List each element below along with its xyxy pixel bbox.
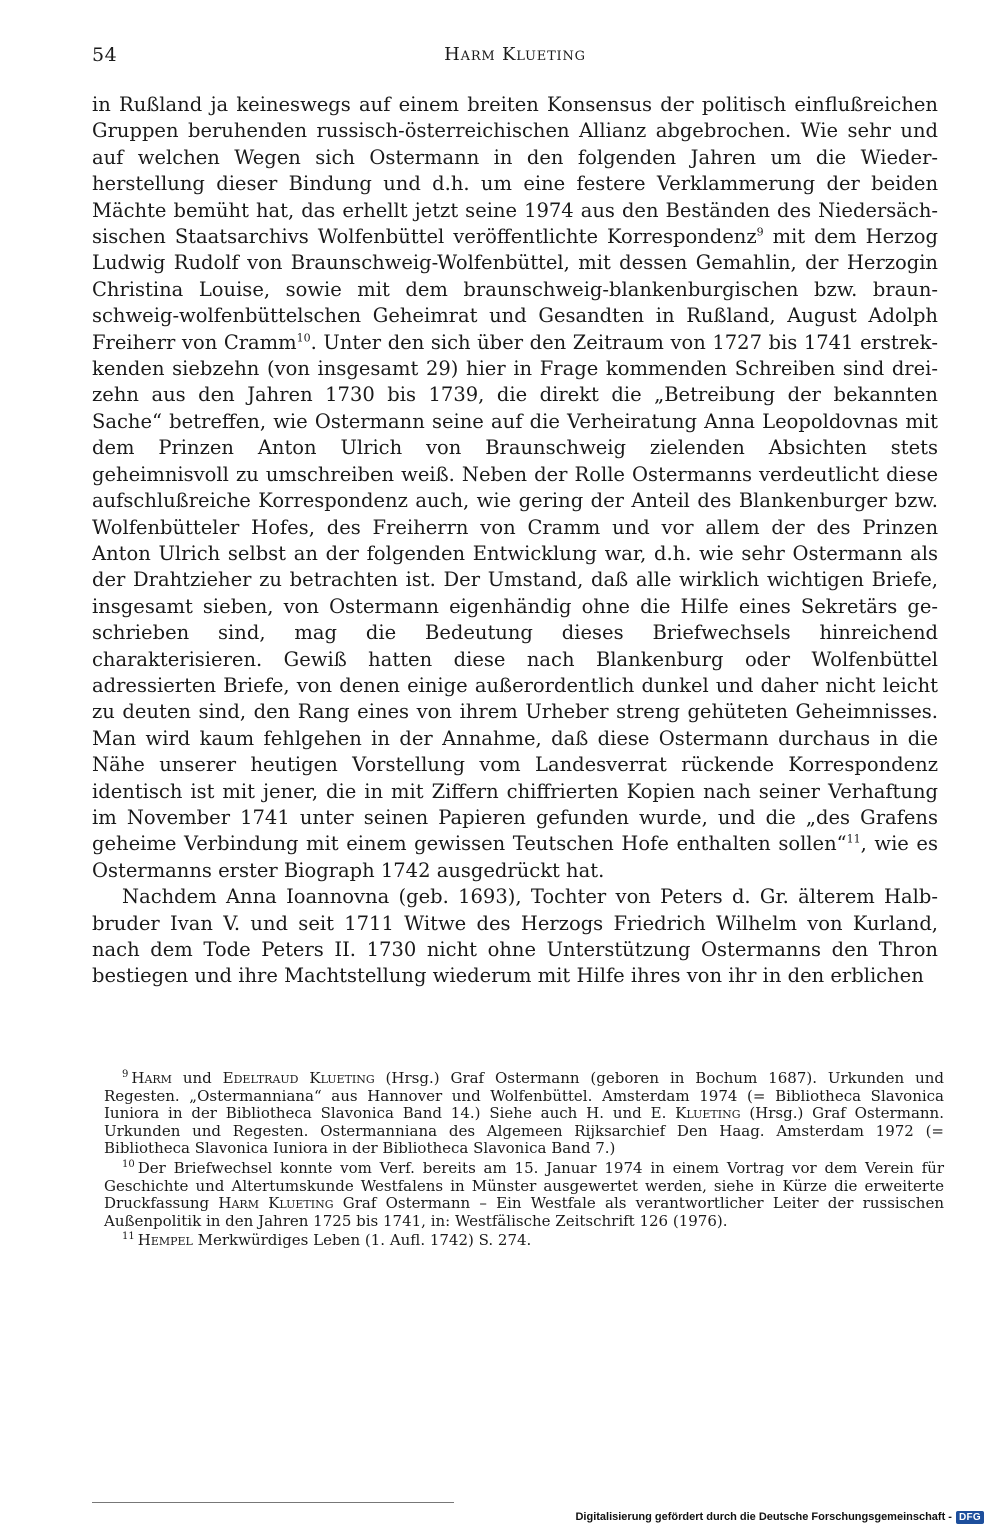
footnote-9 xyxy=(104,1070,944,1158)
page-header xyxy=(92,44,938,72)
paragraph-1-part-a: in Rußland ja keineswegs auf einem breiten Konsensus der politisch einflußreichen Gruppen beruhenden russisch-österreichischen Allianz abgebrochen. Wie sehr und auf welchen Wegen sich Ostermann in den folgenden Jahren um die Wiederherstellung dieser Bindung und d.h. um eine festere Verklammerung der beiden Mächte bemüht hat, das erhellt jetzt seine 1974 aus den Beständen des Niedersächsischen Staatsarchivs Wolfenbüttel veröffentlichte Korrespondenz xyxy=(92,93,938,249)
footnote-author: Klueting xyxy=(675,1104,741,1123)
credit-text: Digitalisierung gefördert durch die Deutsche Forschungsgemeinschaft - xyxy=(575,1511,952,1523)
footnote-mark: 11 xyxy=(122,1231,135,1243)
paragraph-1 xyxy=(92,92,938,884)
footnote-ref-11[interactable]: 11 xyxy=(846,832,861,846)
footnote-11 xyxy=(104,1232,944,1250)
digitization-credit xyxy=(575,1508,984,1526)
paragraph-1-part-b: mit dem Herzog Ludwig Rudolf von Braunschweig-Wolfenbüttel, mit dessen Gemahlin, der Herzogin Christina Louise, sowie mit dem braunschweig-blankenburgischen bzw. braunschweig-wolfenbüttelschen Geheimrat und Gesandten in Rußland, August Adolph Freiherr von Cramm xyxy=(92,225,938,354)
paragraph-1-part-c: . Unter den sich über den Zeitraum von 1727 bis 1741 erstrekkenden siebzehn (von insgesamt 29) hier in Frage kommenden Schreiben sind dreizehn aus den Jahren 1730 bis 1739, die direkt die „Betreibung der bekannten Sache“ betreffen, wie Ostermann seine auf die Verheiratung Anna Leopoldovnas mit dem Prinzen Anton Ulrich von Braunschweig zielenden Absichten stets geheimnisvoll zu umschreiben weiß. Neben der Rolle Ostermanns verdeutlicht diese aufschlußreiche Korrespondenz auch, wie gering der Anteil des Blankenburger bzw. Wolfenbütteler Hofes, des Freiherrn von Cramm und vor allem der des Prinzen Anton Ulrich selbst an der folgenden Entwicklung war, d.h. wie sehr Ostermann als der Drahtzieher zu betrachten ist. Der Umstand, daß alle wirklich wichtigen Briefe, insgesamt sieben, von Ostermann eigenhändig ohne die Hilfe eines Sekretärs geschrieben sind, mag die Bedeutung dieses Briefwechsels hinreichend charakterisieren. Gewiß hatten diese nach Blankenburg oder Wolfenbüttel adressierten Briefe, von denen einige außerordentlich dunkel und daher nicht leicht zu deuten sind, den Rang eines von ihrem Urheber streng gehüteten Geheimnisses. Man wird kaum fehlgehen in der Annahme, daß diese Ostermann durchaus in die Nähe unserer heutigen Vorstellung vom Landesverrat rückende Korrespondenz identisch ist mit jener, die in mit Ziffern chiffrierten Kopien nach seiner Verhaftung im November 1741 unter seinen Papieren gefunden wurde, und die „des Grafens geheime Verbindung mit einem gewissen Teutschen Hofe enthalten sollen“ xyxy=(92,330,938,856)
footnote-text: (Hrsg.) Graf Ostermann (geboren in Bochum 1687). Urkunden und Regesten. „Ostermanniana“ aus Hannover und Wolfenbüttel. Amsterdam 1974 (= Bibliotheca Slavonica Iuniora in der Bibliotheca Slavonica Band 14.) Siehe auch H. und E. xyxy=(104,1069,944,1123)
paragraph-2: Nachdem Anna Ioannovna (geb. 1693), Tochter von Peters d. Gr. älterem Halbbruder Ivan V. und seit 1711 Witwe des Herzogs Friedrich Wilhelm von Kurland, nach dem Tode Peters II. 1730 nicht ohne Unterstützung Ostermanns den Thron bestiegen und ihre Machtstellung wiederum mit Hilfe ihres von ihr in den erblichen xyxy=(92,885,938,988)
footnote-ref-9[interactable]: 9 xyxy=(756,225,764,239)
footnote-text: Der Briefwechsel konnte vom Verf. bereits am 15. Januar 1974 in einem Vortrag vor dem Verein für Geschichte und Altertumskunde Westfalens in Münster ausgewertet werden, siehe in Kürze die erweiterte Druckfassung xyxy=(104,1158,944,1213)
footnote-author: Edeltraud Klueting xyxy=(222,1069,375,1087)
footnote-text: (Hrsg.) Graf Ostermann. Urkunden und Regesten. Ostermanniana des Algemeen Rijksarchief Den Haag. Amsterdam 1972 (= Bibliotheca Slavonica Iuniora in der Bibliotheca Slavonica Band 7.) xyxy=(104,1104,944,1158)
footnote-text: und xyxy=(171,1069,223,1087)
bottom-divider xyxy=(92,1502,454,1503)
running-head: Harm Klueting xyxy=(444,44,586,65)
page-number: 54 xyxy=(92,44,118,66)
footnotes xyxy=(104,1070,944,1252)
footnote-author: Harm xyxy=(131,1069,172,1087)
footnote-mark: 10 xyxy=(122,1158,135,1170)
dfg-logo-icon[interactable]: DFG xyxy=(956,1511,984,1524)
main-text xyxy=(92,92,938,990)
footnote-author: Harm Klueting xyxy=(218,1194,334,1213)
paragraph-1-part-d: , wie es Ostermanns erster Biograph 1742 ausgedrückt hat. xyxy=(92,832,938,882)
footnote-text: Merkwürdiges Leben (1. Aufl. 1742) S. 274. xyxy=(192,1231,532,1250)
footnote-ref-10[interactable]: 10 xyxy=(296,331,311,345)
footnote-text: Graf Ostermann – Ein Westfale als verantwortlicher Leiter der russischen Außenpolitik in den Jahren 1725 bis 1741, in: Westfälische Zeitschrift 126 (1976). xyxy=(104,1194,944,1230)
footnote-author: Hempel xyxy=(137,1231,193,1250)
footnote-mark: 9 xyxy=(122,1069,129,1080)
footnote-10 xyxy=(104,1160,944,1230)
